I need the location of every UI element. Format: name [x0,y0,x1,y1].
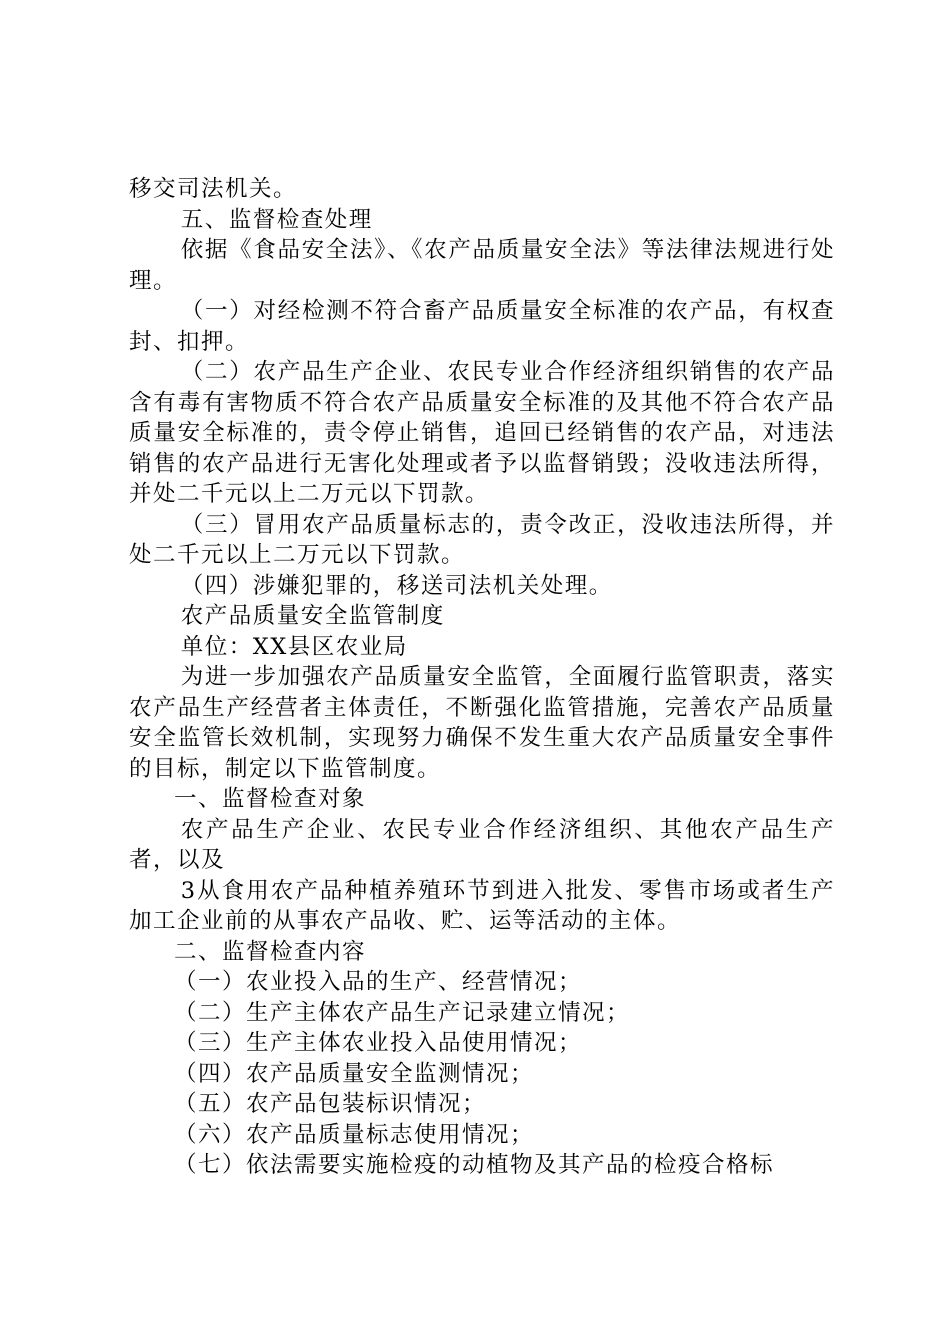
list-item: （一）农业投入品的生产、经营情况； [174,969,583,995]
list-item: （二）农产品生产企业、农民专业合作经济组织销售的农产品含有毒有害物质不符合农产品质量安全标准的及其他不符合农产品质量安全标准的，责令停止销售，追回已经销售的农产品，对违法销售的农产品进行无害化处理或者予以监督销毁；没收违法所得，并处二千元以上二万元以下罚款。 [129,359,835,507]
section-heading: 二、监督检查内容 [174,938,367,965]
paragraph: 为进一步加强农产品质量安全监管，全面履行监管职责，落实农产品生产经营者主体责任，不断强化监管措施，完善农产品质量安全监管长效机制，实现努力确保不发生重大农产品质量安全事件的目标，制定以下监管制度。 [129,664,835,782]
paragraph: 移交司法机关。 [129,176,298,202]
list-item: （四）农产品质量安全监测情况； [174,1060,535,1087]
list-item: （六）农产品质量标志使用情况； [174,1121,535,1148]
list-item: （五）农产品包装标识情况； [174,1091,487,1117]
list-item: （三）冒用农产品质量标志的，责令改正，没收违法所得，并处二千元以上二万元以下罚款。 [129,511,835,568]
document-unit: 单位：XX县区农业局 [180,633,408,660]
list-item: （一）对经检测不符合畜产品质量安全标准的农产品，有权查封、扣押。 [129,298,835,355]
section-heading: 一、监督检查对象 [174,786,367,812]
list-item: （四）涉嫌犯罪的，移送司法机关处理。 [180,572,613,599]
list-item: （二）生产主体农产品生产记录建立情况； [174,999,631,1026]
paragraph: 依据《食品安全法》、《农产品质量安全法》等法律法规进行处理。 [129,237,835,294]
list-item: （三）生产主体农业投入品使用情况； [174,1030,583,1056]
document-title: 农产品质量安全监管制度 [180,603,445,629]
document-body [129,174,835,1181]
list-item: （七）依法需要实施检疫的动植物及其产品的检疫合格标 [174,1152,775,1178]
paragraph: 农产品生产企业、农民专业合作经济组织、其他农产品生产者，以及 [129,816,835,873]
paragraph: 3从食用农产品种植养殖环节到进入批发、零售市场或者生产加工企业前的从事农产品收、贮、运等活动的主体。 [129,877,835,934]
section-heading: 五、监督检查处理 [180,206,373,233]
